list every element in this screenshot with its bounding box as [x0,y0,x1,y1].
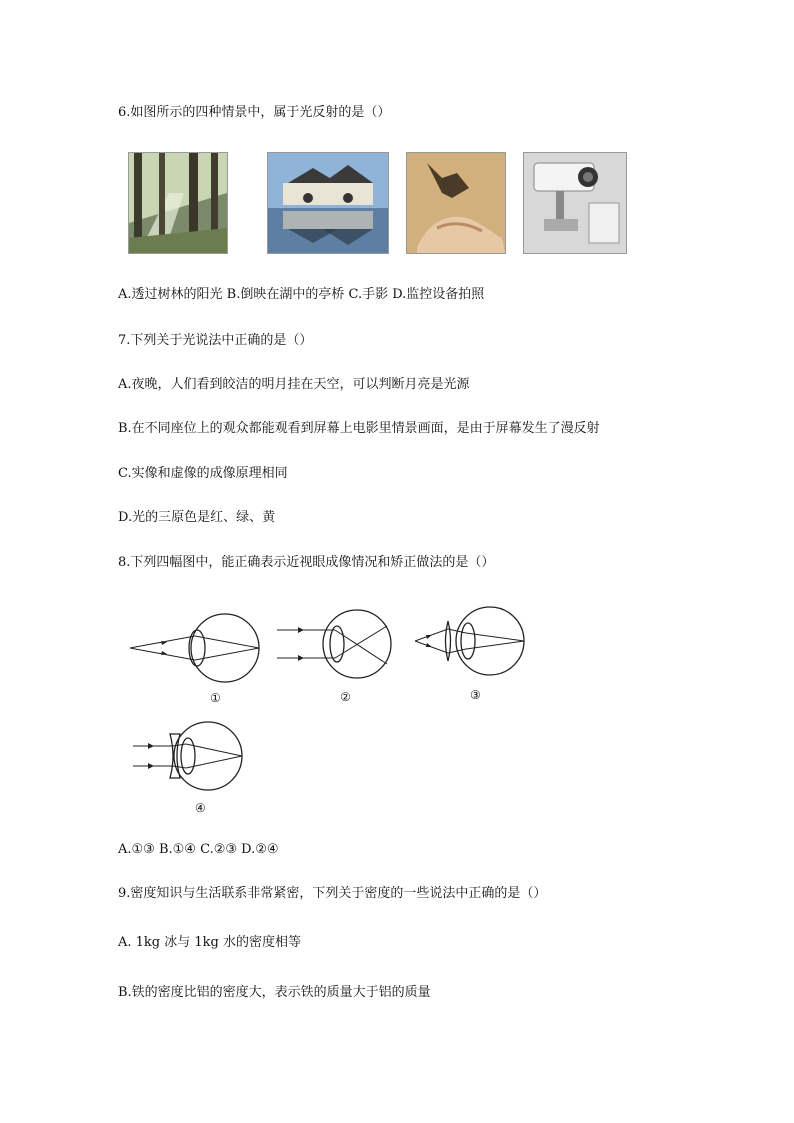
q7-option-a: A.夜晚，人们看到皎洁的明月挂在天空，可以判断月亮是光源 [118,377,470,392]
q8-options: A.①③ B.①④ C.②③ D.②④ [118,842,279,857]
label-diagram-3: ③ [470,688,481,702]
q6-options: A.透过树林的阳光 B.倒映在湖中的亭桥 C.手影 D.监控设备拍照 [118,287,485,302]
eye-diagram-1 [125,610,265,690]
eye-diagram-3 [405,603,530,683]
photo-surveillance-camera [523,152,627,254]
eye-diagram-2 [272,606,397,686]
photo-sunlight-through-trees [128,152,228,254]
q7-option-d: D.光的三原色是红、绿、黄 [118,510,276,525]
q7-stem: 7.下列关于光说法中正确的是（） [118,333,313,348]
label-diagram-4: ④ [195,801,206,815]
q9-stem: 9.密度知识与生活联系非常紧密，下列关于密度的一些说法中正确的是（） [118,886,547,901]
photo-pavilion-bridge-reflection [267,152,389,254]
label-diagram-2: ② [340,690,351,704]
q8-stem: 8.下列四幅图中，能正确表示近视眼成像情况和矫正做法的是（） [118,555,495,570]
q9-option-a: A. 1kg 冰与 1kg 水的密度相等 [118,935,301,950]
q9-option-b: B.铁的密度比铝的密度大，表示铁的质量大于铝的质量 [118,985,431,1000]
q7-option-c: C.实像和虚像的成像原理相同 [118,466,288,481]
q7-option-b: B.在不同座位上的观众都能观看到屏幕上电影里情景画面，是由于屏幕发生了漫反射 [118,421,600,436]
photo-hand-shadow [406,152,506,254]
label-diagram-1: ① [210,691,221,705]
eye-diagram-4 [128,718,248,798]
q6-stem: 6.如图所示的四种情景中，属于光反射的是（） [118,105,391,120]
